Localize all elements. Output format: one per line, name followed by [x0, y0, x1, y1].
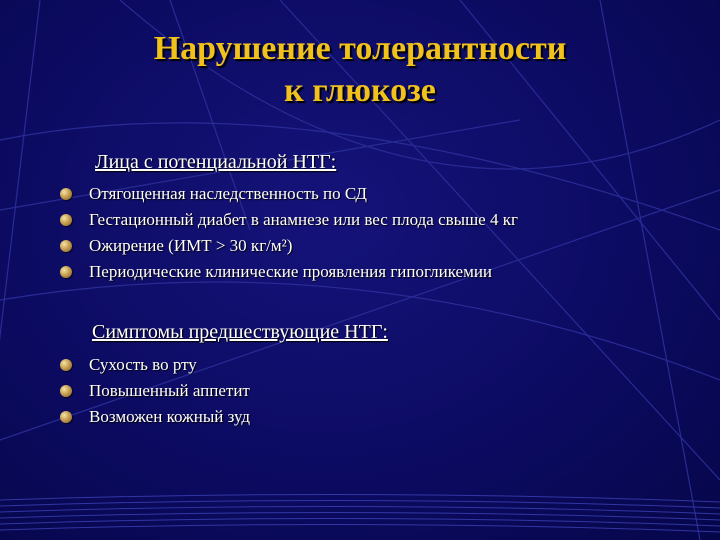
slide-title — [0, 28, 720, 112]
list-item-text: Ожирение (ИМТ > 30 кг/м²) — [89, 236, 293, 255]
sphere-bullet-icon — [60, 266, 72, 278]
title-line-2: к глюкозе — [284, 72, 436, 109]
sphere-bullet-icon — [60, 240, 72, 252]
list-item-text: Отягощенная наследственность по СД — [89, 184, 367, 203]
list-item-text: Возможен кожный зуд — [89, 407, 251, 426]
list-item — [58, 352, 250, 378]
list-item — [58, 259, 518, 285]
list-item-text: Периодические клинические проявления гипогликемии — [89, 262, 493, 281]
sphere-bullet-icon — [60, 188, 72, 200]
list-item — [58, 207, 518, 233]
list-item-text: Повышенный аппетит — [89, 381, 250, 400]
section-heading-symptoms: Симптомы предшествующие НТГ: — [92, 321, 388, 343]
sphere-bullet-icon — [60, 359, 72, 371]
symptoms-list — [58, 352, 250, 430]
title-line-1: Нарушение толерантности — [153, 30, 567, 67]
sphere-bullet-icon — [60, 214, 72, 226]
list-item-text: Гестационный диабет в анамнезе или вес плода свыше 4 кг — [89, 210, 518, 229]
sphere-bullet-icon — [60, 411, 72, 423]
list-item-text: Сухость во рту — [89, 355, 197, 374]
sphere-bullet-icon — [60, 385, 72, 397]
risk-list — [58, 181, 518, 285]
list-item — [58, 233, 518, 259]
list-item — [58, 181, 518, 207]
section-heading-risk: Лица с потенциальной НТГ: — [95, 151, 337, 173]
list-item — [58, 404, 250, 430]
list-item — [58, 378, 250, 404]
